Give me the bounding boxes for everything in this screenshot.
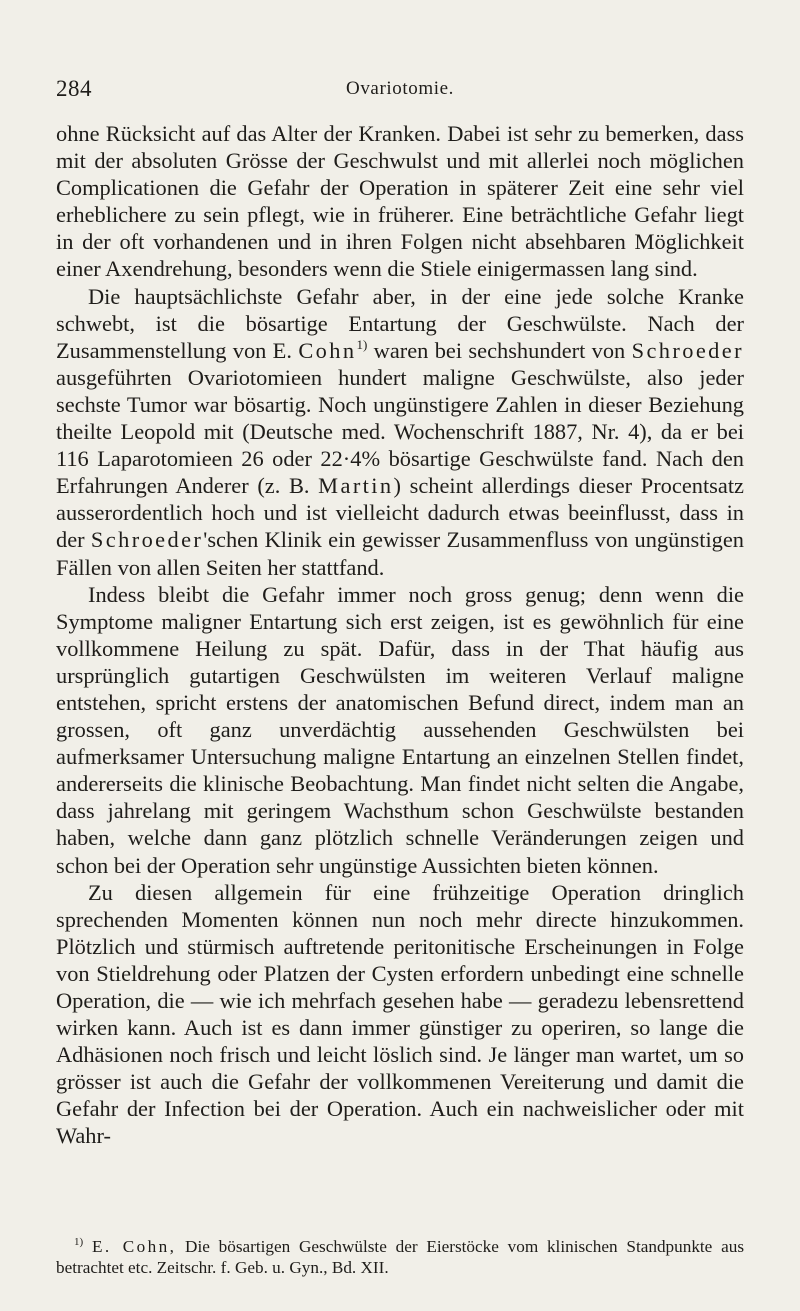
- body-text: [56, 120, 744, 1150]
- paragraph-1: ohne Rücksicht auf das Alter der Kranken. Dabei ist sehr zu bemerken, dass mit der absoluten Grösse der Geschwulst und mit allerlei noch möglichen Complicationen die Gefahr der Operation in späterer Zeit eine sehr viel erheblichere zu sein pflegt, wie in früherer. Eine beträchtliche Gefahr liegt in der oft vorhandenen und in ihren Folgen nicht absehbaren Möglichkeit einer Axendrehung, besonders wenn die Stiele einigermassen lang sind.: [56, 121, 744, 282]
- footnote-reference: 1): [356, 336, 368, 352]
- page-header: [56, 76, 744, 106]
- author-cohn: Cohn: [298, 337, 357, 363]
- footnote-author: E. Cohn,: [91, 1237, 177, 1256]
- footnote-text: Die bösartigen Geschwülste der Eierstöcke vom klinischen Standpunkte aus betrachtet etc. Zeitschr. f. Geb. u. Gyn., Bd. XII.: [56, 1237, 745, 1277]
- footnote: [56, 1236, 744, 1278]
- author-martin: Martin: [318, 473, 394, 499]
- author-schroeder-2: Schroeder: [90, 527, 204, 553]
- footnote-mark: 1): [74, 1236, 84, 1248]
- paragraph-2-part-c: ausgeführten Ovariotomieen hundert maligne Geschwülste, also jeder sechste Tumor war bösartig. Noch ungünstigere Zahlen in dieser Beziehung theilte Leopold mit (Deutsche med. Wochenschrift 1887, Nr. 4), da er bei 116 Laparotomieen 26 oder 22·4% bösartige Geschwülste fand. Nach den Erfahrungen Anderer (z. B.: [56, 364, 744, 499]
- paragraph-2: [56, 283, 744, 581]
- paragraph-2-part-e: 'schen Klinik ein gewisser Zusammenfluss von ungünstigen Fällen von allen Seiten her stattfand.: [56, 527, 744, 580]
- paragraph-2-part-d: ) scheint allerdings dieser Procentsatz ausserordentlich hoch und ist vielleicht dadurch etwas beeinflusst, dass in der: [56, 473, 744, 553]
- book-page: [56, 0, 744, 1311]
- paragraph-3: Indess bleibt die Gefahr immer noch gross genug; denn wenn die Symptome maligner Entartung sich erst zeigen, ist es gewöhnlich für eine vollkommene Heilung zu spät. Dafür, dass in der That häufig aus ursprünglich gutartigen Geschwülsten im weiteren Verlauf maligne entstehen, spricht erstens der anatomischen Befund direct, indem man an grossen, oft ganz unverdächtig aussehenden Geschwülsten bei aufmerksamer Untersuchung maligne Entartung an einzelnen Stellen findet, andererseits die klinische Beobachtung. Man findet nicht selten die Angabe, dass jahrelang mit geringem Wachsthum schon Geschwülste bestanden haben, welche dann ganz plötzlich schnelle Veränderungen zeigen und schon bei der Operation sehr ungünstige Aussichten bieten können.: [56, 581, 744, 878]
- paragraph-4: Zu diesen allgemein für eine frühzeitige Operation dringlich sprechenden Momenten können nun noch mehr directe hinzukommen. Plötzlich und stürmisch auftretende peritonitische Erscheinungen in Folge von Stieldrehung oder Platzen der Cysten erfordern unbedingt eine schnelle Operation, die — wie ich mehrfach gesehen habe — geradezu lebensrettend wirken kann. Auch ist es dann immer günstiger zu operiren, so lange die Adhäsionen noch frisch und leicht löslich sind. Je länger man wartet, um so grösser ist auch die Gefahr der vollkommenen Vereiterung und damit die Gefahr der Infection bei der Operation. Auch ein nachweislicher oder mit Wahr-: [56, 879, 744, 1149]
- running-head: Ovariotomie.: [346, 78, 454, 99]
- paragraph-2-part-b: waren bei sechshundert von: [373, 337, 626, 363]
- author-schroeder: Schroeder: [631, 337, 744, 363]
- page-number: 284: [56, 76, 92, 101]
- paragraph-2-part-a: Die hauptsächlichste Gefahr aber, in der eine jede solche Kranke schwebt, ist die bösartige Entartung der Geschwülste. Nach der Zusammenstellung von E.: [56, 283, 744, 363]
